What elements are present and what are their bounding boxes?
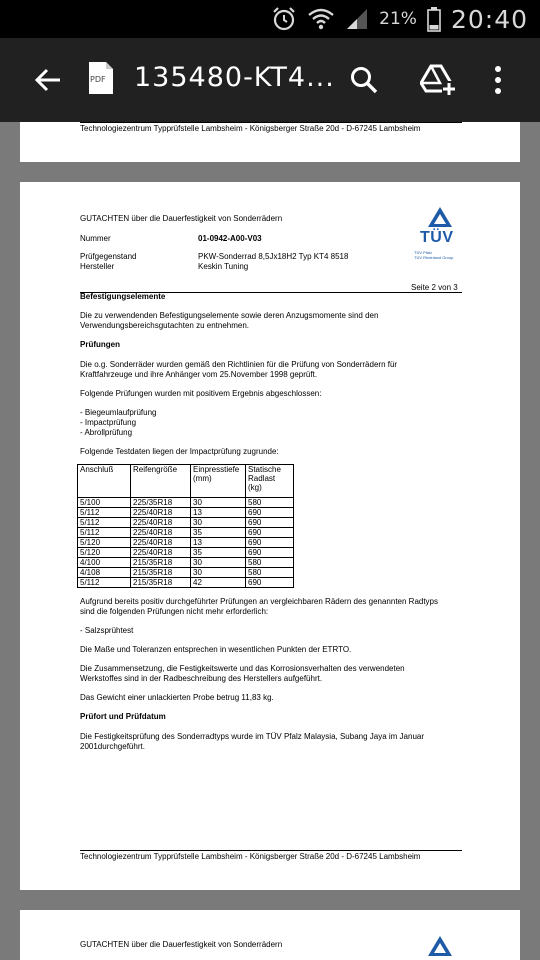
table-cell: 42 (191, 578, 246, 588)
status-icons (271, 4, 528, 34)
befestigung-text-1: Die zu verwendenden Befestigungselemente sowie deren Anzugsmomente sind den (80, 311, 379, 320)
page-number: Seite 2 von 3 (411, 283, 458, 292)
gewicht-text: Das Gewicht einer unlackierten Probe betrug 11,83 kg. (80, 693, 274, 702)
table-cell: 30 (191, 498, 246, 508)
table-cell: 30 (191, 518, 246, 528)
pruefort-text-2: 2001durchgeführt. (80, 742, 145, 751)
table-row (78, 498, 294, 508)
doc-header-title: GUTACHTEN über die Dauerfestigkeit von Sonderrädern (80, 940, 283, 949)
table-cell: 5/120 (78, 538, 131, 548)
battery-percent: 21% (379, 9, 417, 29)
table-cell: 690 (246, 538, 294, 548)
table-cell: 5/120 (78, 548, 131, 558)
page-footer: Technologiezentrum Typprüfstelle Lambsheim - Königsberger Straße 20d - D-67245 Lambsheim (80, 124, 421, 133)
befestigung-text-2: Verwendungsbereichsgutachten zu entnehmen. (80, 321, 250, 330)
folgende-text: Folgende Prüfungen wurden mit positivem Ergebnis abgeschlossen: (80, 389, 322, 398)
table-cell: 215/35R18 (131, 568, 191, 578)
alarm-icon (271, 6, 297, 32)
table-row (78, 548, 294, 558)
table-cell: 30 (191, 558, 246, 568)
column-header: Anschluß (78, 465, 131, 498)
table-cell: 225/40R18 (131, 548, 191, 558)
pdf-page-3 (20, 910, 520, 960)
doc-header-title: GUTACHTEN über die Dauerfestigkeit von Sonderrädern (80, 214, 283, 223)
more-options-button[interactable] (478, 60, 518, 100)
tuev-logo-text: TÜV (420, 229, 454, 246)
pruefgegenstand-label: Prüfgegenstand (80, 252, 137, 261)
search-button[interactable] (344, 60, 384, 100)
table-row (78, 538, 294, 548)
pdf-page-1 (20, 122, 520, 162)
table-cell: 580 (246, 558, 294, 568)
pdf-page-2 (20, 182, 520, 890)
heading-pruefort: Prüfort und Prüfdatum (80, 712, 166, 721)
table-cell: 690 (246, 518, 294, 528)
column-header: Statische Radlast (kg) (246, 465, 294, 498)
table-cell: 690 (246, 528, 294, 538)
pdf-badge-label: PDF (90, 75, 106, 84)
tuev-triangle-icon (427, 206, 453, 228)
table-row (78, 508, 294, 518)
table-cell: 30 (191, 568, 246, 578)
back-arrow-icon[interactable] (32, 64, 64, 96)
aufgrund-text-1: Aufgrund bereits positiv durchgeführter Prüfungen an vergleichbaren Rädern des genannten Radtyps (80, 597, 439, 606)
tuev-logo-sub2: TÜV Rheinland Group (414, 255, 454, 260)
table-cell: 13 (191, 538, 246, 548)
tuev-logo (412, 206, 468, 270)
battery-icon (427, 6, 441, 32)
nummer-value: 01-0942-A00-V03 (198, 234, 262, 243)
nummer-label: Nummer (80, 234, 111, 243)
clock: 20:40 (450, 4, 528, 34)
pruefungen-text-2: Kraftfahrzeuge und ihre Anhänger vom 25.November 1998 geprüft. (80, 370, 318, 379)
test-list-item: - Biegeumlaufprüfung (80, 408, 157, 417)
footer-rule (80, 850, 462, 851)
pruefgegenstand-value: PKW-Sonderrad 8,5Jx18H2 Typ KT4 8518 (198, 252, 349, 261)
add-to-drive-button[interactable] (418, 60, 458, 100)
table-cell: 35 (191, 548, 246, 558)
table-row (78, 558, 294, 568)
masse-text: Die Maße und Toleranzen entsprechen in wesentlichen Punkten der ETRTO. (80, 645, 352, 654)
table-row (78, 568, 294, 578)
hersteller-label: Hersteller (80, 262, 115, 271)
table-cell: 690 (246, 548, 294, 558)
impact-test-table (77, 464, 294, 588)
status-bar (0, 0, 540, 38)
table-cell: 215/35R18 (131, 578, 191, 588)
testdaten-text: Folgende Testdaten liegen der Impactprüfung zugrunde: (80, 447, 279, 456)
table-cell: 5/112 (78, 528, 131, 538)
table-cell: 225/40R18 (131, 538, 191, 548)
table-cell: 225/40R18 (131, 528, 191, 538)
zusammensetzung-text-1: Die Zusammensetzung, die Festigkeitswerte und das Korrosionsverhalten des verwendeten (80, 664, 405, 673)
table-cell: 690 (246, 508, 294, 518)
table-cell: 225/40R18 (131, 518, 191, 528)
pdf-file-icon (88, 61, 114, 100)
table-cell: 580 (246, 498, 294, 508)
table-cell: 5/112 (78, 518, 131, 528)
more-vert-icon (494, 65, 502, 95)
app-bar (0, 38, 540, 122)
heading-befestigungselemente: Befestigungselemente (80, 292, 166, 301)
table-cell: 215/35R18 (131, 558, 191, 568)
drive-add-icon (420, 64, 456, 96)
tuev-triangle-icon (427, 935, 453, 957)
pruefort-text-1: Die Festigkeitsprüfung des Sonderradtyps wurde im TÜV Pfalz Malaysia, Subang Jaya im Januar (80, 732, 425, 741)
table-cell: 35 (191, 528, 246, 538)
table-cell: 225/40R18 (131, 508, 191, 518)
table-cell: 5/112 (78, 508, 131, 518)
zusammensetzung-text-2: Werkstoffes sind in der Radbeschreibung des Herstellers aufgeführt. (80, 674, 323, 683)
column-header: Reifengröße (131, 465, 191, 498)
table-row (78, 528, 294, 538)
table-row (78, 518, 294, 528)
search-icon (349, 65, 379, 95)
footer-rule (80, 122, 462, 123)
heading-pruefungen: Prüfungen (80, 340, 120, 349)
wifi-icon (307, 6, 335, 32)
tuev-logo-sub1: TÜV Pfalz (414, 250, 433, 255)
table-cell: 4/108 (78, 568, 131, 578)
signal-icon (345, 7, 369, 31)
table-cell: 5/100 (78, 498, 131, 508)
table-cell: 5/112 (78, 578, 131, 588)
hersteller-value: Keskin Tuning (198, 262, 249, 271)
column-header: Einpresstiefe (mm) (191, 465, 246, 498)
pruefungen-text-1: Die o.g. Sonderräder wurden gemäß den Richtlinien für die Prüfung von Sonderrädern für (80, 360, 398, 369)
table-header-row (78, 465, 294, 498)
table-cell: 225/35R18 (131, 498, 191, 508)
table-row (78, 578, 294, 588)
document-title: 135480-KT4... (134, 62, 335, 93)
test-list-item: - Abrollprüfung (80, 428, 133, 437)
salzspruehtest-text: - Salzsprühtest (80, 626, 134, 635)
table-cell: 4/100 (78, 558, 131, 568)
table-cell: 13 (191, 508, 246, 518)
table-cell: 690 (246, 578, 294, 588)
table-cell: 580 (246, 568, 294, 578)
page-footer: Technologiezentrum Typprüfstelle Lambsheim - Königsberger Straße 20d - D-67245 Lambsheim (80, 852, 421, 861)
test-list-item: - Impactprüfung (80, 418, 137, 427)
aufgrund-text-2: sind die folgenden Prüfungen nicht mehr erforderlich: (80, 607, 269, 616)
